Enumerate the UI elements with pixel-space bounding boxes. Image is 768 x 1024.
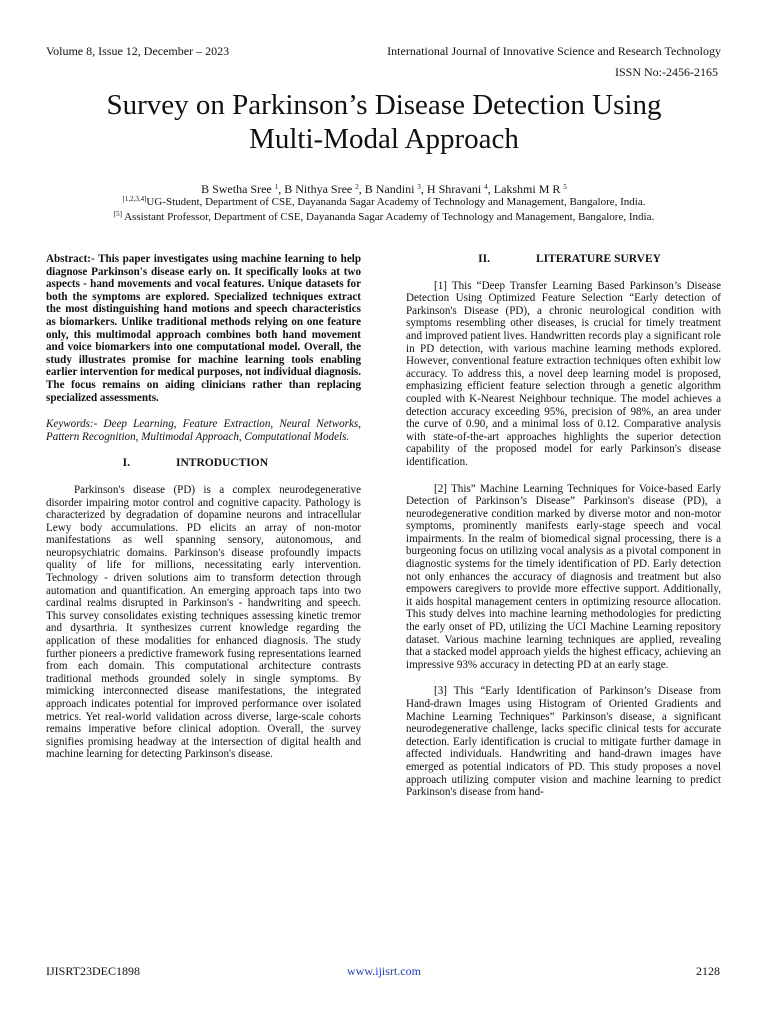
author-list xyxy=(0,182,768,196)
reference-marker: [3] xyxy=(434,685,447,698)
paragraph-text: This” Machine Learning Techniques for Voice-based Early Detection of Parkinson’s Disease” Parkinson's disease (PD), a neurodegenerative condition marked by diverse motor and non-motor symptoms, prominently manifests early-stage speech and vocal impairments. In the realm of biomedical signal processing, there is a burgeoning focus on utilizing vocal analysis as a pivotal component in diagnostic systems for the timely identification of PD. Early detection not only enhances the accuracy of diagnosis and treatment but also empowers caregivers to provide more effective support. Additionally, it aids hospital management centers in optimizing resource allocation. This study delves into machine learning methodologies for predicting the early onset of PD, utilizing the UCI Machine Learning repository dataset. Various machine learning techniques are applied, revealing that a stacked model approach yields the highest efficacy, achieving an impressive 93% accuracy in detecting PD at an early stage. xyxy=(406,482,721,671)
header-volume: Volume 8, Issue 12, December – 2023 xyxy=(46,44,230,58)
left-column xyxy=(46,253,361,761)
title-line-2: Multi-Modal Approach xyxy=(249,123,519,155)
section-heading-introduction xyxy=(46,457,361,470)
introduction-paragraph: Parkinson's disease (PD) is a complex neurodegenerative disorder impairing motor control and cognitive capacity. Pathology is characterized by degradation of dopamine neurons and intracellular Lewy body accumulations. PD elicits an array of non-motor manifestations as well spanning sensory, autonomous, and neuropsychiatric domains. Parkinson's disease profoundly impacts quality of life for millions, necessitating early intervention. Technology - driven solutions aim to transform detection through automation and quantification. An emerging approach taps into two cardinal realms disrupted in Parkinson's - handwriting and speech. This survey consolidates existing techniques assessing kinetic tremor and dysarthria. It synthesizes current knowledge regarding the application of these modalities for enhanced diagnosis. The study further pioneers a predictive framework fusing representations learned from each domain. This computational architecture contrasts traditional methods grounded solely in single symptoms. By mimicking interconnected disease manifestations, the integrated approach indicates potential for improved performance over isolated metrics. Yet real-world validation across diverse, large-scale cohorts remains imperative before clinical adoption. Overall, the survey signifies promising headway at the intersection of digital health and machine learning for detecting Parkinson's disease. xyxy=(46,483,361,761)
author-3-sup: 3 xyxy=(417,183,421,191)
section-title: INTRODUCTION xyxy=(176,457,269,470)
abstract: Abstract:- This paper investigates using machine learning to help diagnose Parkinson's disease early on. It specifically looks at two aspects - hand movements and vocal features. Unique datasets for both the symptoms are explored. Specialized techniques extract the most distinguishing hand motions and speech characteristics as biomarkers. Unlike traditional methods relying on one feature only, this multimodal approach combines both hand movement and voice biomarkers into one computational model. Overall, the study illustrates promise for machine learning tools enabling earlier intervention for medical purposes, not individual diagnosis. The focus remains on aiding clinicians rather than replacing specialized assessments. xyxy=(46,253,361,404)
reference-marker: [1] xyxy=(434,279,447,292)
affiliation-1 xyxy=(0,196,768,209)
author-2: , B Nithya Sree xyxy=(278,182,356,196)
title-line-1: Survey on Parkinson’s Disease Detection Using xyxy=(106,89,662,121)
footer-website-link[interactable]: www.ijisrt.com xyxy=(347,964,421,978)
footer-page-number: 2128 xyxy=(696,964,720,978)
keywords: Keywords:- Deep Learning, Feature Extraction, Neural Networks, Pattern Recognition, Multimodal Approach, Computational Models. xyxy=(46,418,361,443)
literature-paragraph-2 xyxy=(406,483,721,672)
author-4-sup: 4 xyxy=(484,183,488,191)
section-title: LITERATURE SURVEY xyxy=(536,253,661,265)
section-number: I. xyxy=(122,457,130,470)
author-1-sup: 1 xyxy=(274,183,279,191)
affiliation-2-text: Assistant Professor, Department of CSE, Dayananda Sagar Academy of Technology and Management, Bangalore, India. xyxy=(121,211,655,223)
paragraph-text: This “Early Identification of Parkinson’s Disease from Hand-drawn Images using Histogram of Oriented Gradients and Machine Learning Techniques” Parkinson's disease, a significant neurodegenerative challenge, lacks specific clinical tests for accurate detection. Early identification is crucial to mitigate further damage in affected individuals. Handwriting and hand-drawn images have emerged as potential indicators of PD. This study proposes a novel approach utilizing computer vision and machine learning to predict Parkinson's disease from hand- xyxy=(406,685,721,799)
affiliation-2 xyxy=(0,211,768,224)
affiliation-1-text: UG-Student, Department of CSE, Dayananda Sagar Academy of Technology and Management, Bangalore, India. xyxy=(146,196,646,208)
section-number: II. xyxy=(478,253,490,265)
header-journal: International Journal of Innovative Science and Research Technology xyxy=(387,44,721,58)
section-heading-literature-survey xyxy=(406,253,721,266)
author-3: , B Nandini xyxy=(358,182,418,196)
literature-paragraph-1 xyxy=(406,280,721,469)
header-issn: ISSN No:-2456-2165 xyxy=(614,65,718,79)
footer-paper-id: IJISRT23DEC1898 xyxy=(46,964,140,978)
affiliation-2-sup: [5] xyxy=(113,210,122,218)
paragraph-text: This “Deep Transfer Learning Based Parkinson’s Disease Detection Using Optimized Feature Selection “Early detection of Parkinson's Disease (PD), a chronic neurological condition with symptoms resembling other diseases, is crucial for timely treatment and improved patient lives. Handwritten records play a significant role in PD detection, with various machine learning methods explored. However, conventional feature extraction techniques often exhibit low accuracy. To address this, a novel deep learning model is proposed, emphasizing efficient feature selection through a genetic algorithm coupled with K-Nearest Neighbour technique. The model achieves a detection accuracy exceeding 95%, precision of 98%, an area under the curve of 0.90, and a minimal loss of 0.12. Comparative analysis with state-of-the-art approaches highlights the superior detection capability of the proposed model for early Parkinson's disease identification. xyxy=(406,279,721,468)
reference-marker: [2] xyxy=(434,482,447,495)
literature-paragraph-3 xyxy=(406,685,721,798)
author-5: , Lakshmi M R xyxy=(487,182,564,196)
affiliation-1-sup: [1,2,3,4] xyxy=(122,195,147,203)
author-5-sup: 5 xyxy=(563,183,567,191)
right-column xyxy=(406,253,721,799)
author-1: B Swetha Sree xyxy=(201,182,275,196)
author-2-sup: 2 xyxy=(355,183,359,191)
paper-title xyxy=(0,88,768,156)
author-4: , H Shravani xyxy=(420,182,485,196)
